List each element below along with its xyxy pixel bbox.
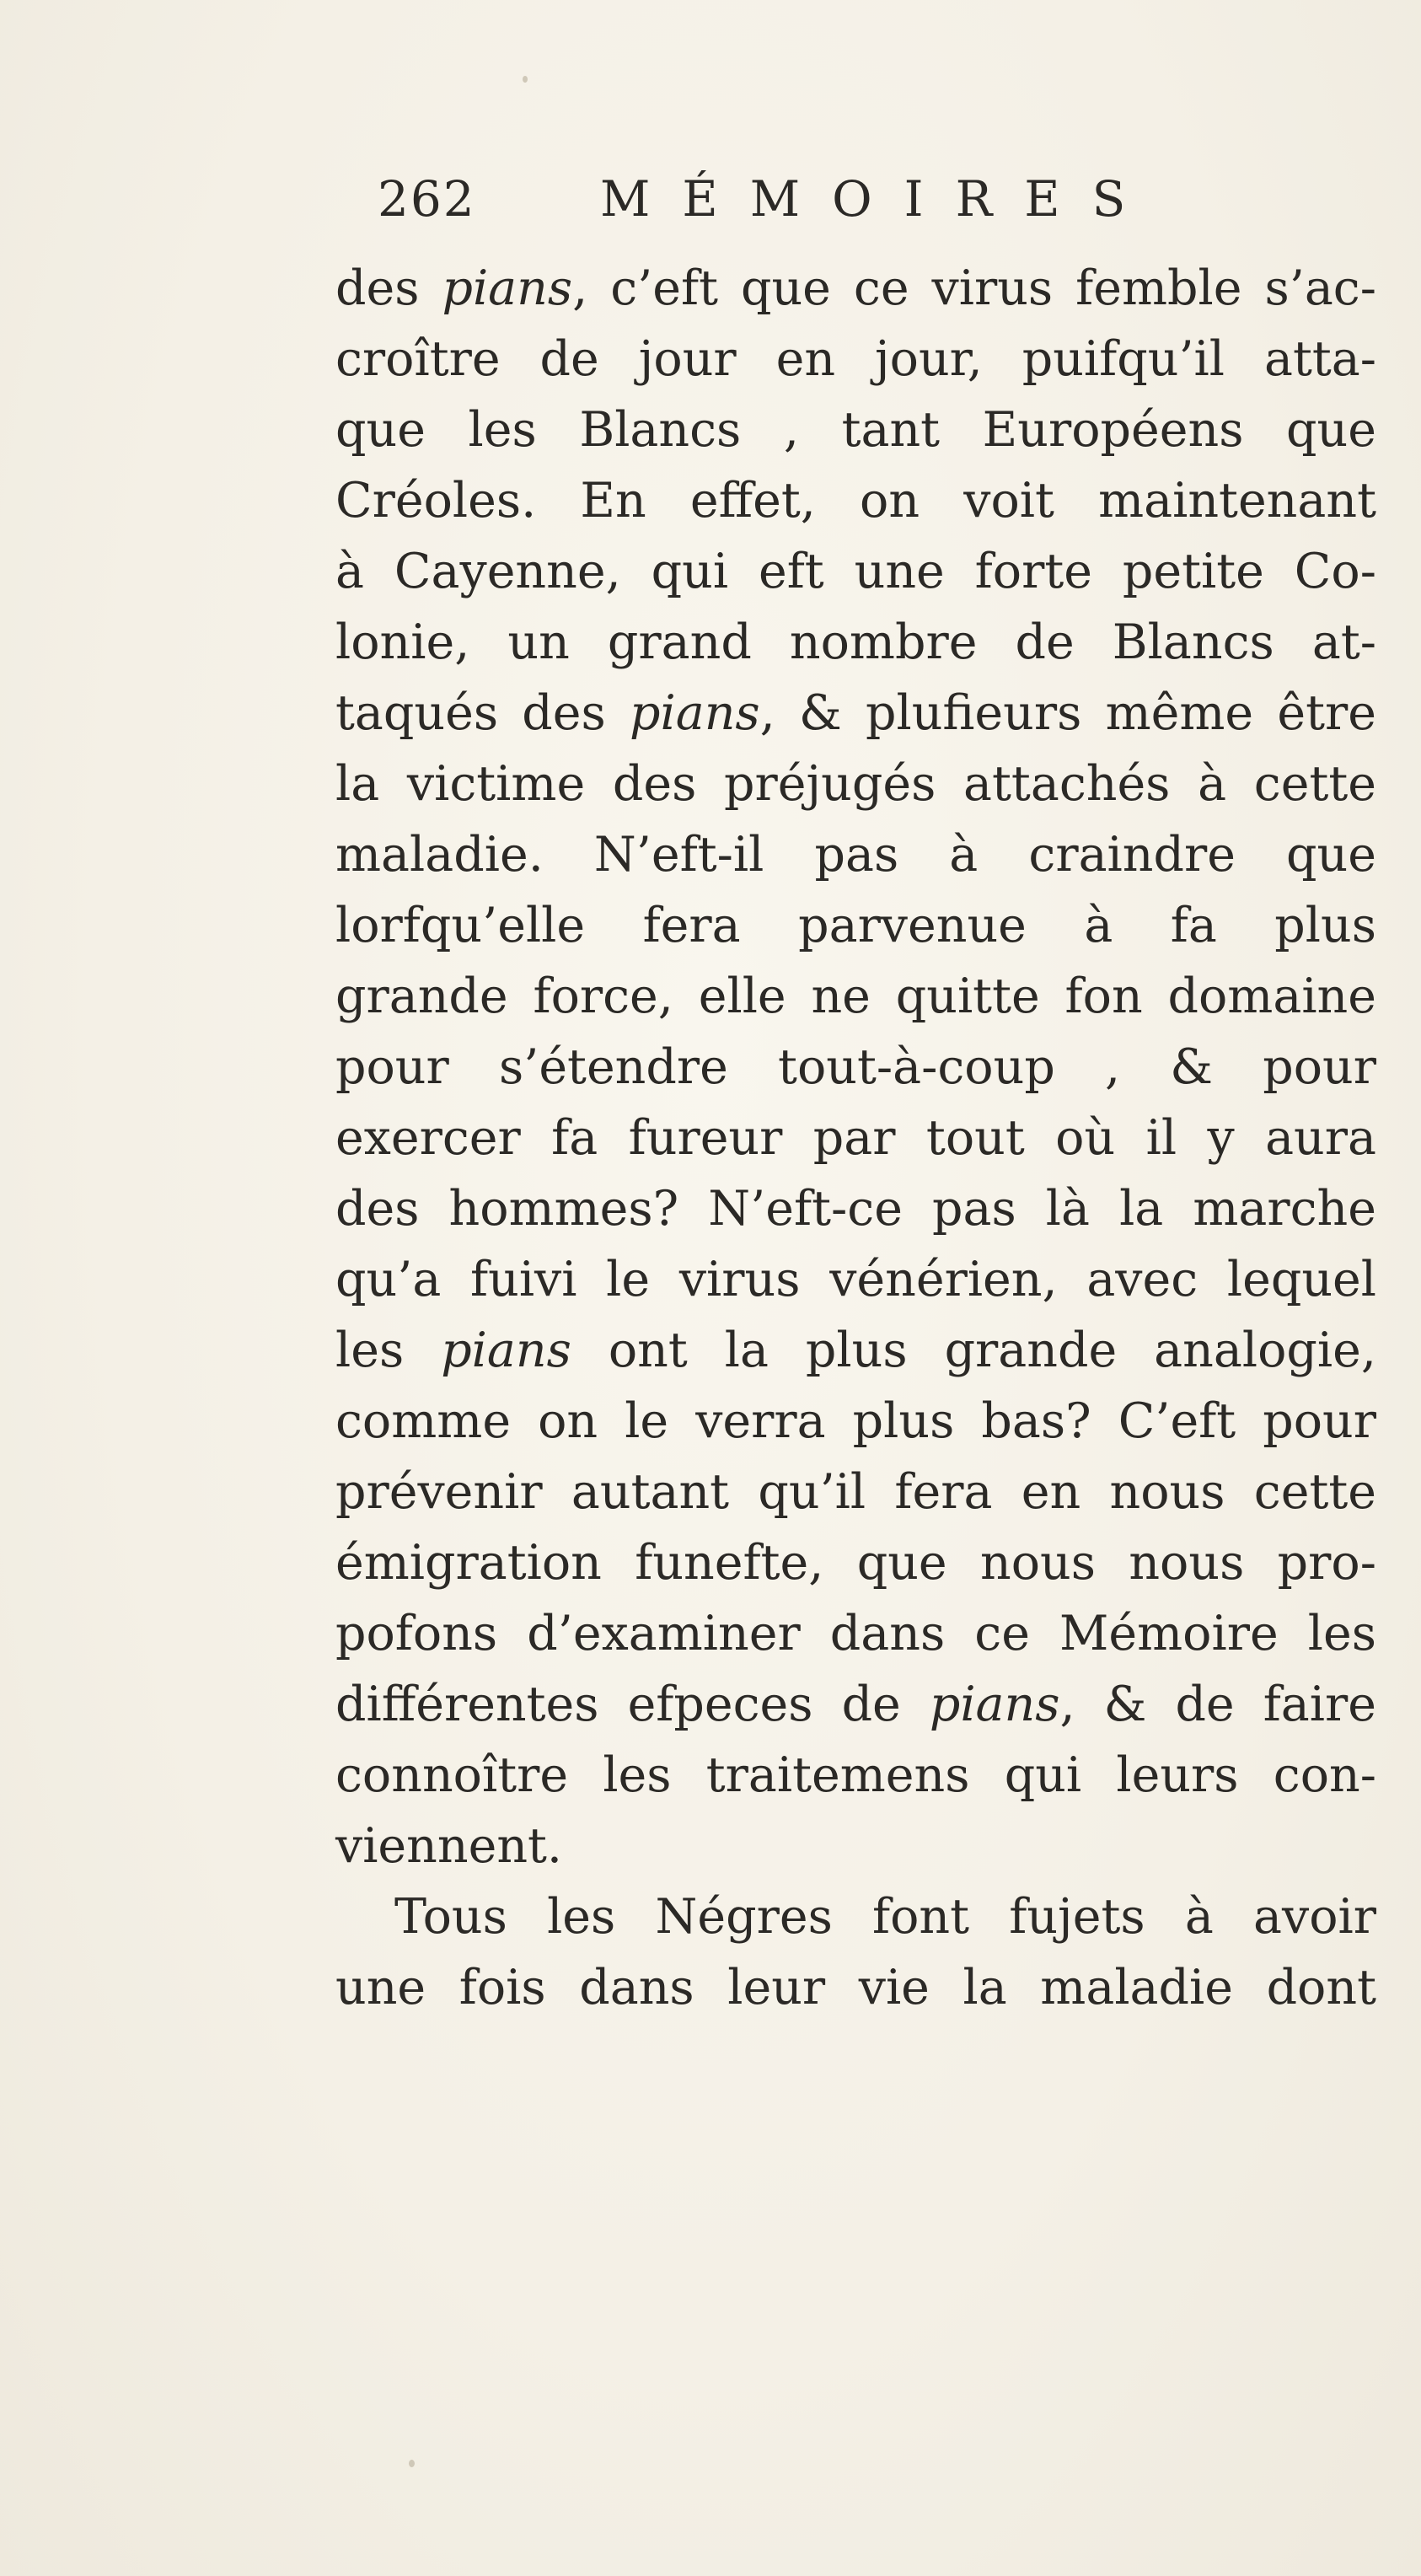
text-run: qu’a fuivi le virus vénérien, avec lequel: [335, 1252, 1376, 1307]
text-run: taqués des: [335, 685, 630, 741]
scan-speck: [523, 76, 528, 83]
text-line: [335, 1173, 1376, 1244]
text-line: [335, 253, 1376, 324]
text-run: émigration funefte, que nous nous pro-: [335, 1535, 1376, 1591]
text-line: [335, 819, 1376, 890]
text-line: [335, 1952, 1376, 2023]
paragraph-1: [335, 253, 1376, 1881]
text-run: des hommes? N’eft-ce pas là la marche: [335, 1181, 1376, 1237]
text-line: [335, 1527, 1376, 1598]
text-run: ont la plus grande analogie,: [571, 1323, 1376, 1378]
text-line: [335, 1244, 1376, 1315]
text-line: [335, 678, 1376, 749]
text-line: [335, 1811, 1376, 1881]
text-run: prévenir autant qu’il fera en nous cette: [335, 1464, 1376, 1520]
text-line: [335, 536, 1376, 607]
text-run: comme on le verra plus bas? C’eft pour: [335, 1393, 1376, 1449]
text-run: viennent.: [335, 1818, 563, 1874]
text-run: les: [335, 1323, 442, 1378]
text-run: que les Blancs , tant Européens que: [335, 402, 1376, 458]
text-line: [335, 324, 1376, 394]
text-run: , & plufieurs même être: [759, 685, 1377, 741]
page-number: 262: [378, 170, 476, 228]
text-run: pofons d’examiner dans ce Mémoire les: [335, 1606, 1376, 1661]
running-head: MÉMOIRES: [600, 170, 1158, 228]
italic-term: pians: [441, 1323, 571, 1378]
italic-term: pians: [442, 260, 573, 316]
text-run: , & de faire: [1059, 1677, 1376, 1732]
text-line: [335, 1881, 1376, 1952]
text-run: Tous les Négres font fujets à avoir: [394, 1889, 1376, 1945]
text-line: [335, 1598, 1376, 1669]
text-run: connoître les traitemens qui leurs con-: [335, 1747, 1376, 1803]
text-line: [335, 1457, 1376, 1527]
body-text: [335, 253, 1376, 2023]
text-line: [335, 394, 1376, 465]
text-run: , c’eft que ce virus femble s’ac-: [572, 260, 1376, 316]
text-line: [335, 961, 1376, 1032]
scan-speck: [409, 2460, 415, 2467]
text-run: une fois dans leur vie la maladie dont: [335, 1960, 1376, 2015]
text-line: [335, 1103, 1376, 1173]
page-header: [378, 165, 1220, 233]
text-run: lorfqu’elle fera parvenue à fa plus: [335, 898, 1376, 953]
text-line: [335, 607, 1376, 678]
italic-term: pians: [630, 685, 760, 741]
text-run: différentes efpeces de: [335, 1677, 930, 1732]
text-run: croître de jour en jour, puifqu’il atta-: [335, 331, 1376, 387]
text-run: lonie, un grand nombre de Blancs at-: [335, 614, 1376, 670]
italic-term: pians: [929, 1677, 1060, 1732]
text-line: [335, 1315, 1376, 1386]
text-run: pour s’étendre tout-à-coup , & pour: [335, 1039, 1376, 1095]
text-run: Créoles. En effet, on voit maintenant: [335, 473, 1376, 529]
text-line: [335, 1740, 1376, 1811]
text-line: [335, 1032, 1376, 1103]
text-line: [335, 1669, 1376, 1740]
paragraph-2: [335, 1881, 1376, 2023]
text-run: la victime des préjugés attachés à cette: [335, 756, 1376, 812]
text-line: [335, 1386, 1376, 1457]
text-line: [335, 890, 1376, 961]
text-run: maladie. N’eft-il pas à craindre que: [335, 827, 1376, 883]
text-run: à Cayenne, qui eft une forte petite Co-: [335, 544, 1376, 599]
text-run: des: [335, 260, 442, 316]
text-line: [335, 465, 1376, 536]
text-run: exercer fa fureur par tout où il y aura: [335, 1110, 1376, 1166]
text-line: [335, 749, 1376, 819]
text-run: grande force, elle ne quitte fon domaine: [335, 969, 1376, 1024]
